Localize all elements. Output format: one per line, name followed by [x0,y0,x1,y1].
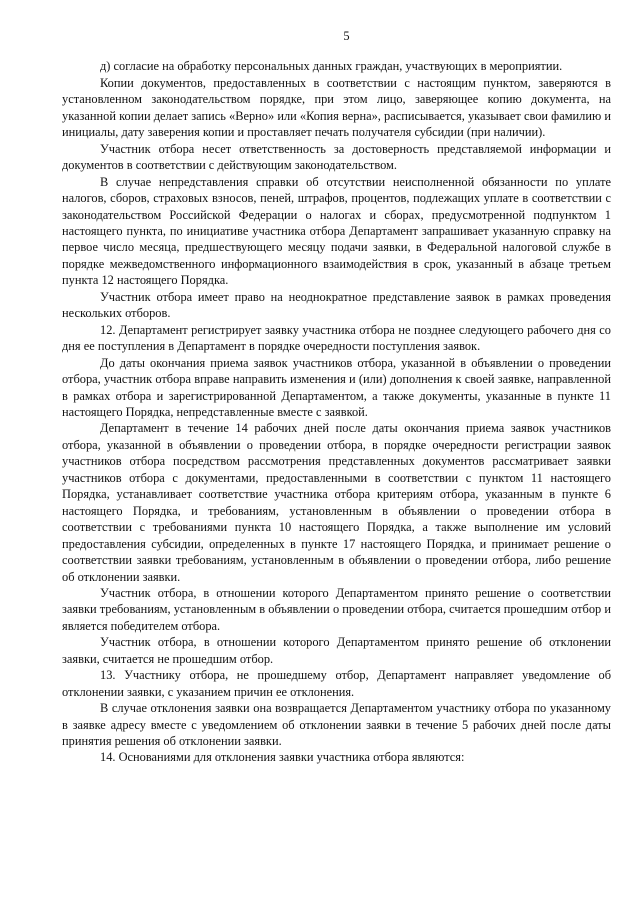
paragraph-return-of-application: В случае отклонения заявки она возвращается Департаментом участнику отбора по указанному в заявке адресу вместе с уведомлением об отклонении заявки в течение 5 рабочих дней после даты принятия решения об отклонении заявки. [62,701,611,749]
paragraph-winner: Участник отбора, в отношении которого Департаментом принято решение о соответствии заявки требованиям, установленным в объявлении о проведении отбора, считается прошедшим отбор и является победителем отбора. [62,585,611,633]
paragraph-not-passed: Участник отбора, в отношении которого Департаментом принято решение об отклонении заявки, считается не прошедшим отбор. [62,635,611,666]
paragraph-review-procedure: Департамент в течение 14 рабочих дней после даты окончания приема заявок участников отбора, указанной в объявлении о проведении отбора, в порядке очередности регистрации заявок участников отбора посредством рассмотрения представленных документов рассматривает заявки участников отбора с документами, предоставленными в соответствии с пунктом 11 настоящего Порядка, устанавливает соответствие участника отбора критериям отбора, указанным в пункте 6 настоящего Порядка, и требованиям, установленным в объявлении о проведении отбора в соответствии с требованиями пункта 10 настоящего Порядка, а также выполнение им условий предоставления субсидии, определенных в пункте 17 настоящего Порядка, и принимает решение о соответствии заявки требованиям, установленным в объявлении о проведении отбора, либо решение об отклонении заявки. [62,421,611,584]
paragraph-repeated-submission: Участник отбора имеет право на неоднократное представление заявок в рамках проведения нескольких отборов. [62,289,611,321]
paragraph-item-13-notification: 13. Участнику отбора, не прошедшему отбор, Департамент направляет уведомление об отклонении заявки, с указанием причин ее отклонения. [62,668,611,699]
paragraph-item-12-registration: 12. Департамент регистрирует заявку участника отбора не позднее следующего рабочего дня со дня ее поступления в Департамент в порядке очередности поступления заявок. [62,322,611,354]
paragraph-item-14-grounds: 14. Основаниями для отклонения заявки участника отбора являются: [100,750,465,765]
paragraph-tax-certificate: В случае непредставления справки об отсутствии неисполненной обязанности по уплате налогов, сборов, страховых взносов, пеней, штрафов, процентов, подлежащих уплате в соответствии с законодательством Российской Федерации о налогах и сборах, предусмотренной подпунктом 1 настоящего пункта, по инициативе участника отбора Департамент запрашивает указанную справку на первое число месяца, предшествующего месяцу подачи заявки, в Федеральной налоговой службе в порядке межведомственного информационного взаимодействия в срок, указанный в абзаце третьем пункта 12 настоящего Порядка. [62,174,611,288]
paragraph-copies-certification: Копии документов, предоставленных в соответствии с настоящим пунктом, заверяются в установленном законодательством порядке, при этом лицо, заверяющее копию документа, на указанной копии делает запись «Верно» или «Копия верна», расписывается, указывает свои фамилию и инициалы, дату заверения копии и проставляет печать получателя субсидии (при наличии). [62,75,611,140]
paragraph-changes-before-deadline: До даты окончания приема заявок участников отбора, указанной в объявлении о проведении отбора, участник отбора вправе направить изменения и (или) дополнения к своей заявке, направленной в рамках отбора и зарегистрированной Департаментом, а также документы, указанные в пункте 11 настоящего Порядка, непредставленные вместе с заявкой. [62,355,611,419]
paragraph-responsibility: Участник отбора несет ответственность за достоверность представляемой информации и документов в соответствии с действующим законодательством. [62,141,611,173]
paragraph-consent: д) согласие на обработку персональных данных граждан, участвующих в мероприятии. [100,59,563,74]
page-number: 5 [343,29,350,43]
